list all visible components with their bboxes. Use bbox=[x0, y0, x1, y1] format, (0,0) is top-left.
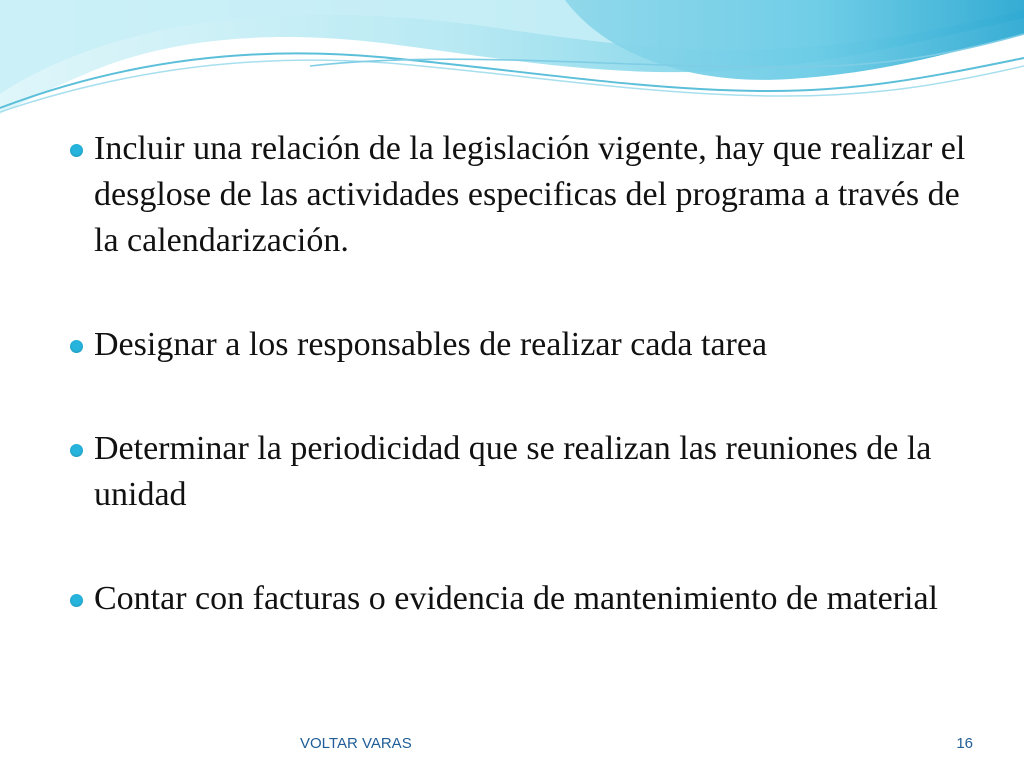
bullet-text: Determinar la periodicidad que se realizan las reuniones de la unidad bbox=[94, 430, 932, 513]
bullet-dot-icon bbox=[70, 444, 83, 457]
bullet-text: Designar a los responsables de realizar cada tarea bbox=[94, 326, 768, 363]
bullet-item bbox=[62, 426, 992, 518]
bullet-dot-icon bbox=[70, 340, 83, 353]
bullet-item bbox=[62, 322, 992, 368]
bullet-dot-icon bbox=[70, 144, 83, 157]
bullet-item bbox=[62, 576, 992, 622]
bullet-dot-icon bbox=[70, 594, 83, 607]
bullet-list bbox=[62, 126, 992, 622]
bullet-text: Incluir una relación de la legislación vigente, hay que realizar el desglose de las actividades especificas del programa a través de la calendarización. bbox=[94, 130, 966, 259]
bullet-text: Contar con facturas o evidencia de mantenimiento de material bbox=[94, 580, 938, 617]
bullet-item bbox=[62, 126, 992, 264]
page-number: 16 bbox=[956, 735, 973, 752]
top-wave-decoration bbox=[0, 0, 1024, 130]
footer-author: VOLTAR VARAS bbox=[300, 735, 412, 752]
